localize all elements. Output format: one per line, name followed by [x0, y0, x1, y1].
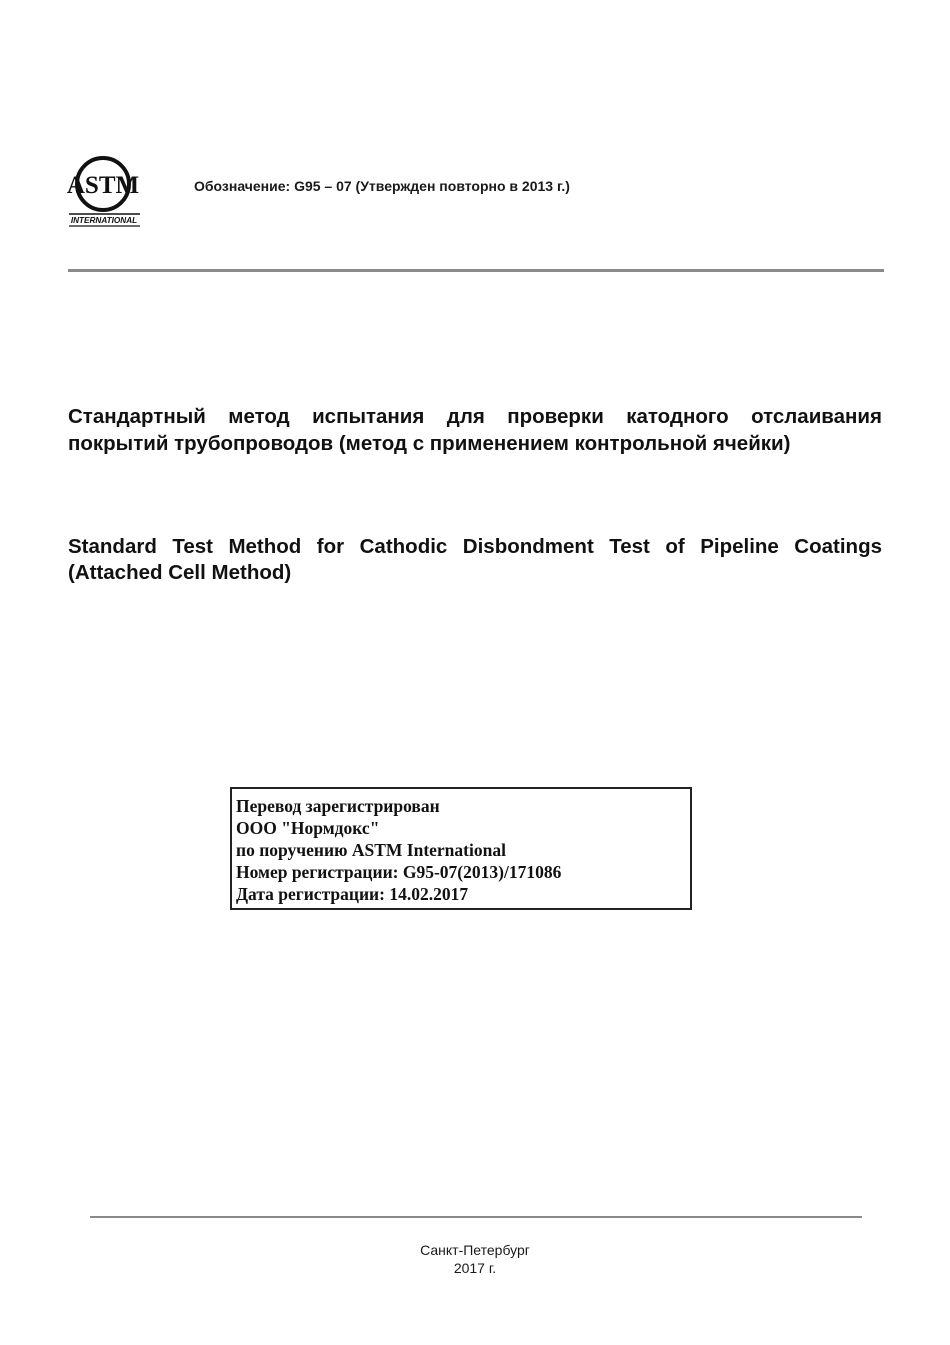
- astm-logo: [66, 156, 144, 228]
- footer-year: 2017 г.: [453, 1260, 497, 1276]
- bottom-divider: [90, 1216, 862, 1218]
- registration-box: [230, 787, 692, 910]
- registration-date: Дата регистрации: 14.02.2017: [236, 884, 469, 904]
- title-russian: Стандартный метод испытания для проверки катодного отслаивания покрытий трубопроводов (метод с применением контрольной ячейки): [68, 405, 882, 455]
- registration-number: Номер регистрации: G95-07(2013)/171086: [236, 862, 562, 882]
- registration-line-1: Перевод зарегистрирован: [236, 796, 440, 816]
- logo-subtext: INTERNATIONAL: [70, 216, 138, 225]
- footer-city: Санкт-Петербург: [420, 1242, 530, 1258]
- registration-line-2: ООО "Нормдокс": [236, 818, 380, 838]
- title-english: Standard Test Method for Cathodic Disbondment Test of Pipeline Coatings (Attached Cell Method): [68, 535, 882, 584]
- astm-logo-icon: [66, 156, 144, 228]
- designation-line: Обозначение: G95 – 07 (Утвержден повторно в 2013 г.): [194, 178, 570, 194]
- top-divider: [68, 269, 884, 272]
- registration-line-3: по поручению ASTM International: [236, 840, 506, 860]
- logo-text: ASTM: [66, 172, 140, 199]
- footer: [0, 1241, 950, 1277]
